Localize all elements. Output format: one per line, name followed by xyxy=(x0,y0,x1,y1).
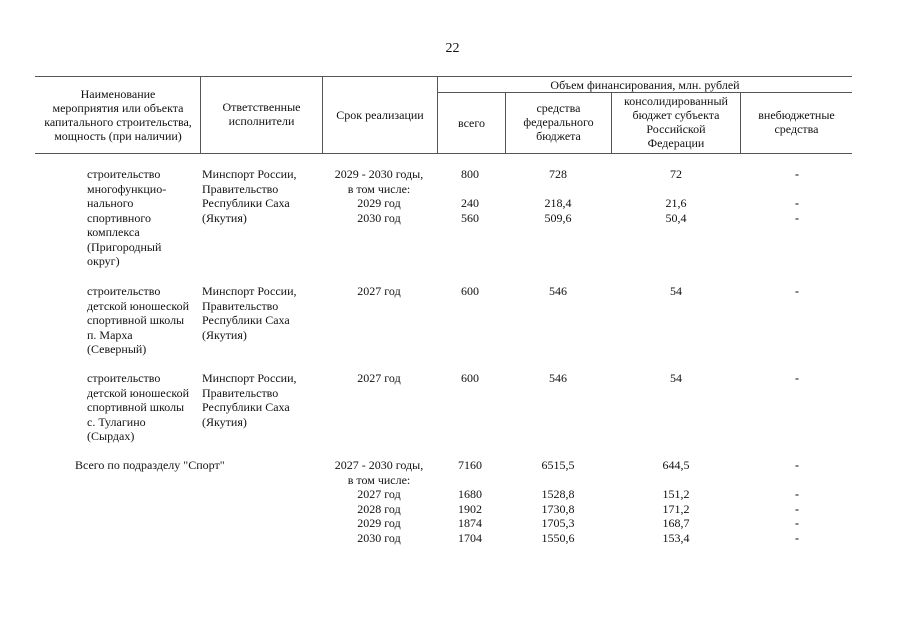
header-bottom-border xyxy=(35,153,852,154)
row-1-name: строительство многофункцио- нального спортивного комплекса (Пригородный округ) xyxy=(87,167,167,268)
row-2-period: 2027 год xyxy=(357,284,401,298)
row-1-extrabudget: - - - xyxy=(795,167,799,225)
row-3-total: 600 xyxy=(461,371,479,385)
summary-federal: 6515,5 1528,8 1730,8 1705,3 1550,6 xyxy=(541,458,575,545)
row-2-name: строительство детской юношеской спортивной школы п. Марха (Северный) xyxy=(87,284,190,356)
header-executors: Ответственные исполнители xyxy=(222,100,301,128)
summary-total: 7160 1680 1902 1874 1704 xyxy=(458,458,482,545)
header-extrabudget: внебюджетные средства xyxy=(758,108,835,136)
summary-regional: 644,5 151,2 171,2 168,7 153,4 xyxy=(662,458,690,545)
row-3-regional: 54 xyxy=(670,371,682,385)
header-group-divider xyxy=(437,92,852,93)
header-name: Наименование мероприятия или объекта капитального строительства, мощность (при наличии) xyxy=(44,87,192,143)
header-total: всего xyxy=(457,116,486,130)
row-1-federal: 728 218,4 509,6 xyxy=(544,167,572,225)
header-period: Срок реализации xyxy=(336,108,424,122)
summary-period: 2027 - 2030 годы, в том числе: 2027 год 2028 год 2029 год 2030 год xyxy=(334,458,424,545)
row-3-name: строительство детской юношеской спортивной школы с. Тулагино (Сырдах) xyxy=(87,371,190,443)
summary-extrabudget: - - - - - xyxy=(795,458,799,545)
row-1-regional: 72 21,6 50,4 xyxy=(665,167,687,225)
row-1-executors: Минспорт России, Правительство Республики Саха (Якутия) xyxy=(202,167,297,225)
row-2-total: 600 xyxy=(461,284,479,298)
row-3-federal: 546 xyxy=(549,371,567,385)
row-2-federal: 546 xyxy=(549,284,567,298)
summary-label: Всего по подразделу "Спорт" xyxy=(75,458,225,472)
header-regional: консолидированный бюджет субъекта Российской Федерации xyxy=(624,94,728,150)
row-3-executors: Минспорт России, Правительство Республики Саха (Якутия) xyxy=(202,371,297,429)
row-1-total: 800 240 560 xyxy=(461,167,479,225)
row-3-extrabudget: - xyxy=(795,371,799,385)
header-federal: средства федерального бюджета xyxy=(523,101,594,143)
header-top-border xyxy=(35,76,852,77)
row-2-executors: Минспорт России, Правительство Республики Саха (Якутия) xyxy=(202,284,297,342)
row-1-period: 2029 - 2030 годы, в том числе: 2029 год 2030 год xyxy=(334,167,424,225)
header-funding-group: Объем финансирования, млн. рублей xyxy=(550,78,740,92)
page-number: 22 xyxy=(445,41,460,56)
row-2-regional: 54 xyxy=(670,284,682,298)
row-2-extrabudget: - xyxy=(795,284,799,298)
row-3-period: 2027 год xyxy=(357,371,401,385)
